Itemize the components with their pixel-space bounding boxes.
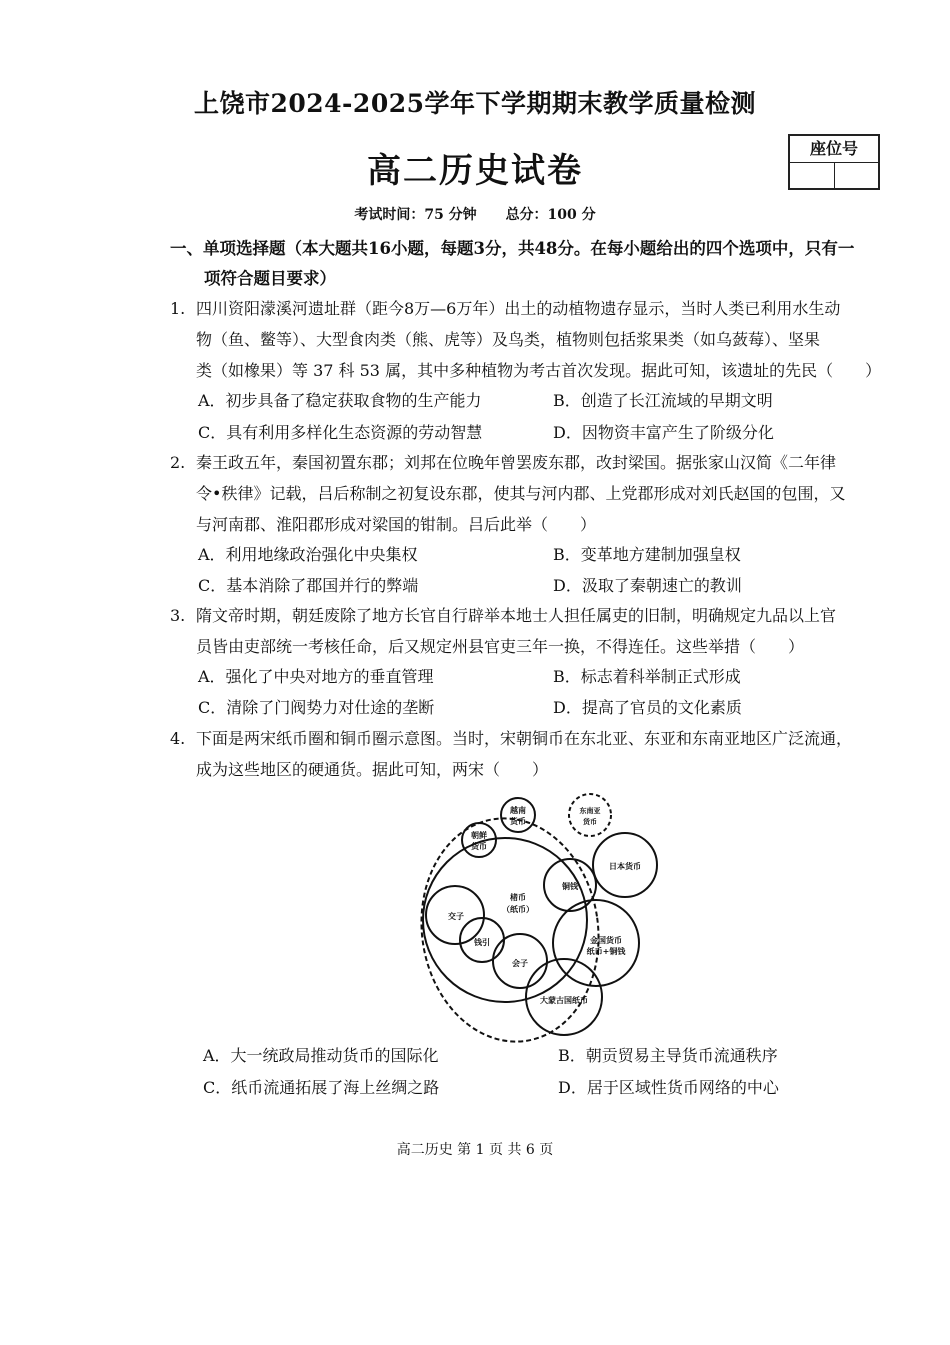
question-3: [170, 600, 890, 662]
question-2-options: [0, 539, 950, 603]
question-text-line: 下面是两宋纸币圈和铜币圈示意图。当时，宋朝铜币在东北亚、东亚和东南亚地区广泛流通，: [196, 729, 853, 748]
label-riben: 日本货币: [609, 862, 641, 871]
question-text-line: 令•秩律》记载，吕后称制之初复设东郡，使其与河内郡、上党郡形成对刘氏赵国的包围，又: [196, 484, 846, 503]
question-3-options: [0, 661, 950, 725]
option-d[interactable]: D．汲取了秦朝速亡的教训: [553, 576, 742, 595]
currency-circle-diagram: [410, 785, 670, 1045]
label-topright-2: 货币: [583, 818, 597, 826]
question-1-options: [0, 385, 950, 449]
question-number: 2.: [170, 453, 186, 472]
total-score: 总分：100 分: [505, 207, 596, 223]
label-chubi-2: （纸币）: [502, 905, 534, 914]
label-damenggu: 大蒙古国纸币: [540, 996, 588, 1005]
label-jinguo-2: 纸币+铜钱: [586, 947, 626, 956]
section-heading: [170, 234, 900, 294]
option-c[interactable]: C．清除了门阀势力对仕途的垄断: [198, 698, 435, 717]
option-b[interactable]: B．创造了长江流域的早期文明: [553, 391, 773, 410]
label-chaoxian-1: 朝鲜: [471, 831, 487, 840]
option-d[interactable]: D．居于区域性货币网络的中心: [558, 1078, 779, 1097]
label-topright-1: 东南亚: [579, 807, 601, 815]
label-yuenan-2: 货币: [510, 817, 526, 826]
question-text-line: 员皆由吏部统一考核任命，后又规定州县官吏三年一换，不得连任。这些举措（ ）: [196, 637, 805, 656]
question-number: 1.: [170, 299, 186, 318]
question-4: [170, 723, 890, 785]
section-heading-line2: 项符合题目要求）: [204, 269, 336, 288]
page-footer: 高二历史 第 1 页 共 6 页: [396, 1142, 554, 1158]
question-text-line: 与河南郡、淮阳郡形成对梁国的钳制。吕后此举（ ）: [196, 515, 597, 534]
exam-title: 上饶市2024-2025学年下学期期末教学质量检测: [193, 89, 757, 118]
label-qianyin: 钱引: [474, 938, 490, 947]
question-2: [170, 447, 890, 540]
southeast-asia-circle: [569, 794, 611, 836]
option-a[interactable]: A．初步具备了稳定获取食物的生产能力: [198, 391, 482, 410]
question-number: 3.: [170, 606, 186, 625]
exam-time: 考试时间：75 分钟: [354, 207, 477, 223]
option-b[interactable]: B．变革地方建制加强皇权: [553, 545, 741, 564]
question-4-options: [0, 1040, 950, 1104]
label-chaoxian-2: 货币: [471, 842, 487, 851]
option-b[interactable]: B．标志着科举制正式形成: [553, 667, 741, 686]
yuenan-circle: [501, 798, 535, 832]
section-heading-line1: 一、单项选择题（本大题共16小题，每题3分，共48分。在每小题给出的四个选项中，只有一: [170, 239, 855, 258]
question-1: [170, 293, 890, 386]
copper-coin-sphere: [410, 807, 613, 1045]
option-a[interactable]: A．利用地缘政治强化中央集权: [198, 545, 418, 564]
option-c[interactable]: C．纸币流通拓展了海上丝绸之路: [203, 1078, 440, 1097]
question-number: 4.: [170, 729, 186, 748]
exam-subtitle: 高二历史试卷: [367, 151, 583, 191]
option-c[interactable]: C．具有利用多样化生态资源的劳动智慧: [198, 423, 483, 442]
label-jiaozi: 交子: [448, 912, 464, 921]
option-d[interactable]: D．提高了官员的文化素质: [553, 698, 742, 717]
label-yuenan-1: 越南: [510, 806, 526, 815]
option-a[interactable]: A．强化了中央对地方的垂直管理: [198, 667, 434, 686]
exam-info: [0, 204, 950, 224]
label-huizi: 会子: [512, 959, 528, 968]
question-text-line: 物（鱼、鳖等）、大型食肉类（熊、虎等）及鸟类，植物则包括浆果类（如乌蔹莓）、坚果: [196, 330, 821, 349]
question-text-line: 四川资阳濛溪河遗址群（距今8万—6万年）出土的动植物遗存显示，当时人类已利用水生动: [196, 299, 841, 318]
question-text-line: 秦王政五年，秦国初置东郡；刘邦在位晚年曾罢废东郡，改封梁国。据张家山汉简《二年律: [196, 453, 837, 472]
option-b[interactable]: B．朝贡贸易主导货币流通秩序: [558, 1046, 778, 1065]
label-tongqian: 铜钱: [562, 882, 578, 891]
option-d[interactable]: D．因物资丰富产生了阶级分化: [553, 423, 774, 442]
option-a[interactable]: A．大一统政局推动货币的国际化: [203, 1046, 439, 1065]
question-text-line: 类（如橡果）等 37 科 53 属，其中多种植物为考古首次发现。据此可知，该遗址的先民（ ）: [196, 361, 882, 380]
label-chubi-1: 楮币: [510, 893, 526, 902]
seat-number-cells: [790, 163, 878, 189]
question-text-line: 成为这些地区的硬通货。据此可知，两宋（ ）: [196, 760, 549, 779]
question-text-line: 隋文帝时期，朝廷废除了地方长官自行辟举本地士人担任属吏的旧制，明确规定九品以上官: [196, 606, 837, 625]
option-c[interactable]: C．基本消除了郡国并行的弊端: [198, 576, 419, 595]
seat-number-label: 座位号: [790, 136, 878, 163]
label-jinguo-1: 金国货币: [590, 936, 622, 945]
seat-number-box: [788, 134, 880, 190]
